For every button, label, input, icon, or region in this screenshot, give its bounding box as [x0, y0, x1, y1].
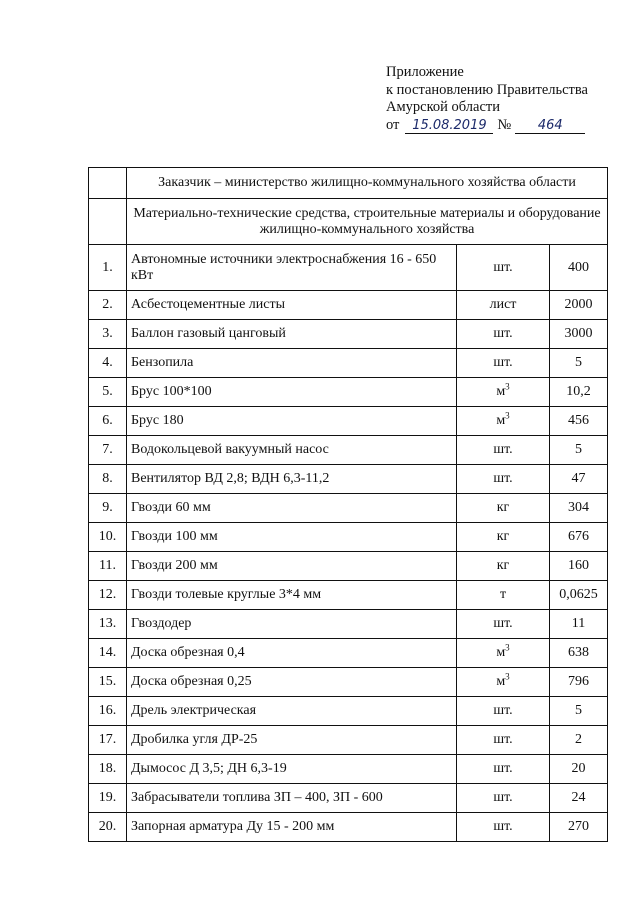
row-unit-text: шт.	[493, 259, 513, 275]
row-unit	[457, 639, 550, 668]
row-unit-text: м	[496, 384, 506, 399]
table-row	[89, 813, 608, 842]
row-unit	[457, 245, 550, 291]
table-row	[89, 436, 608, 465]
row-quantity: 2000	[550, 291, 608, 320]
row-quantity: 5	[550, 697, 608, 726]
row-name: Гвоздодер	[127, 610, 457, 639]
row-unit-text: шт.	[493, 732, 513, 747]
row-unit-text: шт.	[493, 355, 513, 370]
materials-table	[88, 167, 608, 842]
row-unit-text: т	[499, 587, 507, 602]
row-unit-text: м	[496, 645, 506, 660]
table-row	[89, 726, 608, 755]
row-unit-exponent: 3	[505, 671, 510, 682]
row-quantity: 10,2	[550, 378, 608, 407]
table-row	[89, 523, 608, 552]
row-number: 16.	[89, 697, 127, 726]
table-row	[89, 581, 608, 610]
row-unit	[457, 552, 550, 581]
row-name: Гвозди 200 мм	[127, 552, 457, 581]
row-name: Брус 100*100	[127, 378, 457, 407]
row-quantity: 5	[550, 436, 608, 465]
table-row	[89, 320, 608, 349]
row-name: Доска обрезная 0,4	[127, 639, 457, 668]
row-unit-exponent: 3	[505, 642, 510, 653]
row-unit	[457, 436, 550, 465]
table-row	[89, 697, 608, 726]
row-unit-text: шт.	[493, 471, 513, 486]
row-unit-exponent: 3	[505, 381, 510, 392]
table-row	[89, 291, 608, 320]
row-unit	[457, 407, 550, 436]
row-quantity: 0,0625	[550, 581, 608, 610]
row-unit	[457, 784, 550, 813]
row-unit	[457, 465, 550, 494]
row-unit-text: шт.	[493, 819, 513, 834]
row-quantity: 304	[550, 494, 608, 523]
appendix-date-number-line	[386, 117, 588, 135]
row-unit-text: кг	[496, 558, 510, 573]
row-unit	[457, 494, 550, 523]
row-number: 1.	[89, 245, 127, 291]
row-name: Дрель электрическая	[127, 697, 457, 726]
row-quantity: 400	[550, 245, 608, 291]
row-number: 3.	[89, 320, 127, 349]
row-quantity: 5	[550, 349, 608, 378]
table-row	[89, 378, 608, 407]
row-unit-text: лист	[489, 297, 517, 312]
category-row	[89, 199, 608, 245]
handwritten-date: 15.08.2019	[405, 118, 493, 134]
row-name: Гвозди толевые круглые 3*4 мм	[127, 581, 457, 610]
row-unit	[457, 320, 550, 349]
row-number: 17.	[89, 726, 127, 755]
row-number: 14.	[89, 639, 127, 668]
customer-num-cell	[89, 168, 127, 199]
row-unit-text: шт.	[493, 790, 513, 805]
number-sign: №	[497, 116, 512, 133]
row-name: Дробилка угля ДР-25	[127, 726, 457, 755]
row-name: Запорная арматура Ду 15 - 200 мм	[127, 813, 457, 842]
row-number: 8.	[89, 465, 127, 494]
row-unit-text: шт.	[493, 442, 513, 457]
row-name: Гвозди 100 мм	[127, 523, 457, 552]
row-quantity: 160	[550, 552, 608, 581]
row-unit-text: м	[496, 413, 506, 428]
table-row	[89, 610, 608, 639]
row-unit-text: шт.	[493, 761, 513, 776]
row-number: 7.	[89, 436, 127, 465]
table-row	[89, 668, 608, 697]
row-unit	[457, 755, 550, 784]
appendix-header	[386, 64, 588, 134]
row-quantity: 3000	[550, 320, 608, 349]
row-quantity: 24	[550, 784, 608, 813]
row-unit	[457, 697, 550, 726]
row-quantity: 456	[550, 407, 608, 436]
customer-cell: Заказчик – министерство жилищно-коммунального хозяйства области	[127, 168, 608, 199]
row-number: 15.	[89, 668, 127, 697]
row-number: 11.	[89, 552, 127, 581]
handwritten-number: 464	[515, 118, 585, 134]
row-name: Доска обрезная 0,25	[127, 668, 457, 697]
row-quantity: 20	[550, 755, 608, 784]
row-unit-text: кг	[496, 500, 510, 515]
row-name: Брус 180	[127, 407, 457, 436]
table-row	[89, 465, 608, 494]
row-number: 4.	[89, 349, 127, 378]
customer-row	[89, 168, 608, 199]
row-name: Баллон газовый цанговый	[127, 320, 457, 349]
row-unit	[457, 523, 550, 552]
table-row	[89, 245, 608, 291]
row-number: 10.	[89, 523, 127, 552]
category-num-cell	[89, 199, 127, 245]
row-unit-text: м	[496, 674, 506, 689]
row-unit	[457, 581, 550, 610]
row-unit	[457, 349, 550, 378]
appendix-title: Приложение	[386, 64, 464, 80]
appendix-resolution-ref: к постановлению Правительства	[386, 81, 588, 98]
table-row	[89, 407, 608, 436]
row-unit-text: кг	[496, 529, 510, 544]
row-name: Гвозди 60 мм	[127, 494, 457, 523]
row-number: 9.	[89, 494, 127, 523]
row-number: 18.	[89, 755, 127, 784]
row-quantity: 270	[550, 813, 608, 842]
row-number: 6.	[89, 407, 127, 436]
row-quantity: 796	[550, 668, 608, 697]
table-row	[89, 494, 608, 523]
category-cell: Материально-технические средства, строительные материалы и оборудование жилищно-коммунального хозяйства	[127, 199, 608, 245]
table-row	[89, 784, 608, 813]
row-unit	[457, 291, 550, 320]
row-name: Забрасыватели топлива ЗП – 400, ЗП - 600	[127, 784, 457, 813]
row-number: 5.	[89, 378, 127, 407]
row-unit	[457, 378, 550, 407]
row-number: 12.	[89, 581, 127, 610]
row-unit	[457, 726, 550, 755]
row-unit-exponent: 3	[505, 410, 510, 421]
from-label: от	[386, 116, 400, 133]
row-number: 2.	[89, 291, 127, 320]
table-row	[89, 552, 608, 581]
table-row	[89, 349, 608, 378]
row-name: Вентилятор ВД 2,8; ВДН 6,3-11,2	[127, 465, 457, 494]
row-unit-text: шт.	[493, 616, 513, 631]
table-row	[89, 755, 608, 784]
row-quantity: 676	[550, 523, 608, 552]
appendix-region: Амурской области	[386, 99, 500, 115]
row-quantity: 11	[550, 610, 608, 639]
row-name: Дымосос Д 3,5; ДН 6,3-19	[127, 755, 457, 784]
row-name: Водокольцевой вакуумный насос	[127, 436, 457, 465]
row-number: 20.	[89, 813, 127, 842]
row-unit	[457, 813, 550, 842]
table-row	[89, 639, 608, 668]
row-unit	[457, 668, 550, 697]
row-quantity: 2	[550, 726, 608, 755]
row-name: Автономные источники электроснабжения 16 - 650 кВт	[127, 245, 457, 291]
row-quantity: 47	[550, 465, 608, 494]
row-number: 13.	[89, 610, 127, 639]
row-number: 19.	[89, 784, 127, 813]
row-quantity: 638	[550, 639, 608, 668]
row-unit	[457, 610, 550, 639]
row-name: Асбестоцементные листы	[127, 291, 457, 320]
row-name: Бензопила	[127, 349, 457, 378]
row-unit-text: шт.	[493, 703, 513, 718]
row-unit-text: шт.	[493, 326, 513, 341]
